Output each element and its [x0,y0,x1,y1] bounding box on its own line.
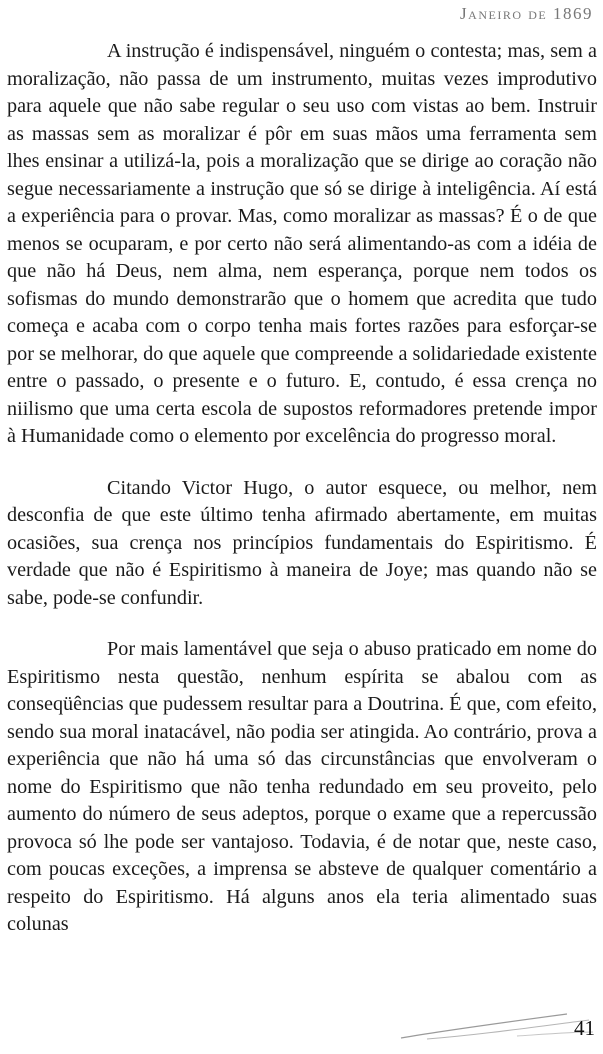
running-header: Janeiro de 1869 [460,4,593,23]
page-body [7,38,597,939]
paragraph-2: Citando Victor Hugo, o autor esquece, ou melhor, nem desconfia de que este último tenha afirmado abertamente, em muitas ocasiões, sua crença nos princípios fundamentais do Espiritismo. É verdade que não é Espiritismo à maneira de Joye; mas quando não se sabe, pode-se confundir. [7,476,597,609]
paragraph-3: Por mais lamentável que seja o abuso praticado em nome do Espiritismo nesta questão, nenhum espírita se abalou com as conseqüências que pudessem resultar para a Doutrina. É que, com efeito, sendo sua moral inatacável, não podia ser atingida. Ao contrário, prova a experiência que não há uma só das circunstâncias que envolveram o nome do Espiritismo que não tenha redundado em seu proveito, pelo aumento do número de seus adeptos, porque o exame que a repercussão provoca só lhe pode ser vantajoso. Todavia, é de notar que, neste caso, com poucas exceções, a imprensa se absteve de qualquer comentário a respeito do Espiritismo. Há alguns anos ela teria alimentado suas colunas [7,638,597,935]
swash-ornament-icon [397,1008,597,1042]
page-folio [397,1008,597,1042]
page-number: 41 [574,1016,595,1040]
paragraph-1: A instrução é indispensável, ninguém o contesta; mas, sem a moralização, não passa de um instrumento, muitas vezes improdutivo para aquele que não sabe regular o seu uso com vistas ao bem. Instruir as massas sem as moralizar é pôr em suas mãos uma ferramenta sem lhes ensinar a utilizá-la, pois a moralização que se dirige ao coração não segue necessariamente a instrução que só se dirige à inteligência. Aí está a experiência para o provar. Mas, como moralizar as massas? É o de que menos se ocuparam, e por certo não será alimentando-as com a idéia de que não há Deus, nem alma, nem esperança, porque nem todos os sofismas do mundo demonstrarão que o homem que acredita que tudo começa e acaba com o corpo tenha mais fortes razões para esforçar-se por se melhorar, do que aquele que compreende a solidariedade existente entre o passado, o presente e o futuro. E, contudo, é essa crença no niilismo que uma certa escola de supostos reformadores pretende impor à Humanidade como o elemento por excelência do progresso moral. [7,40,597,447]
